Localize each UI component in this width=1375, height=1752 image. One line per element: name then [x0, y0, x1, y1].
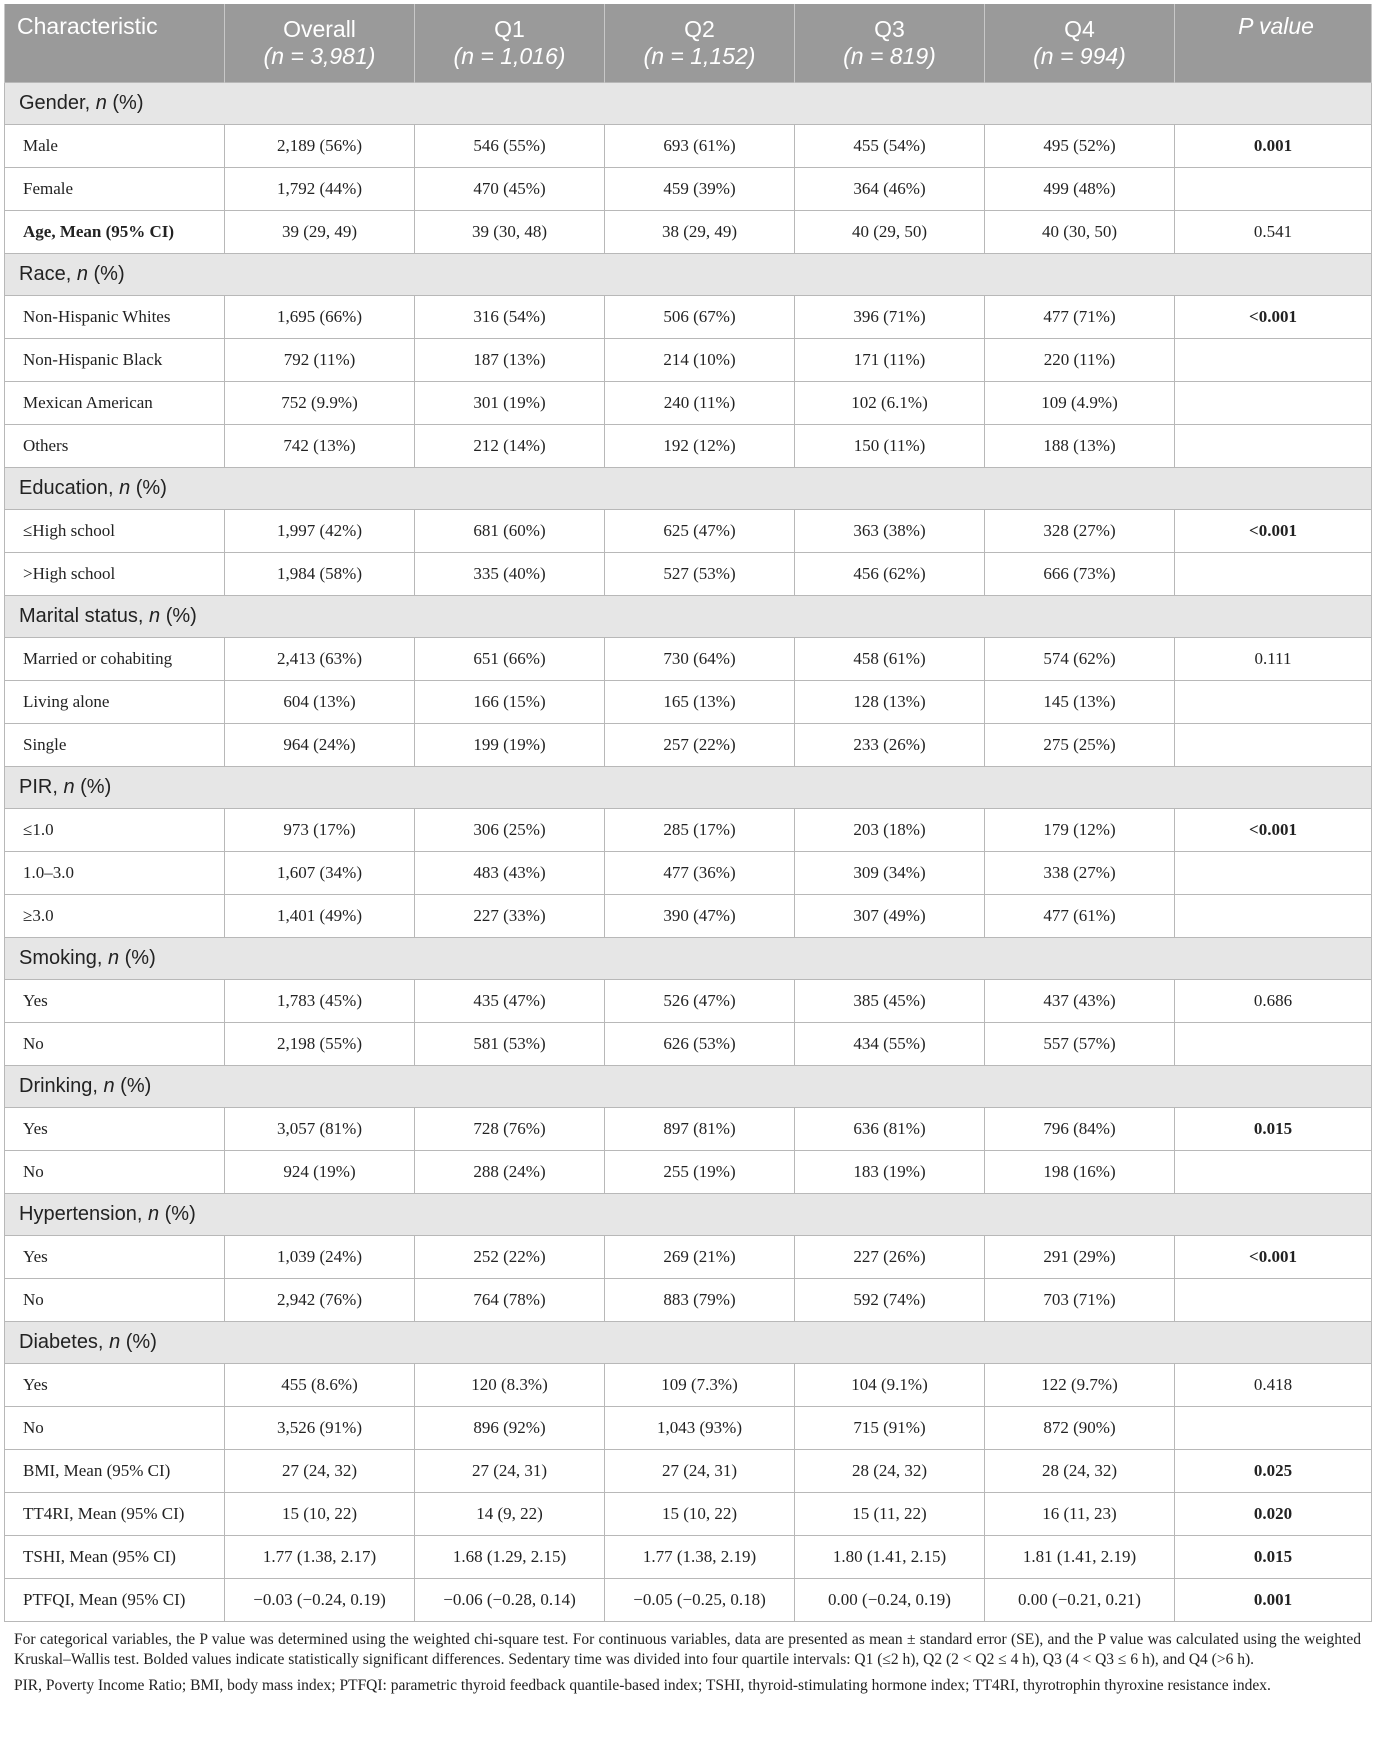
- row-label: TT4RI, Mean (95% CI): [5, 1493, 225, 1536]
- cell-pvalue: 0.111: [1175, 638, 1372, 681]
- header-q1: [415, 4, 605, 83]
- cell-q4: 122 (9.7%): [985, 1364, 1175, 1407]
- cell-pvalue: [1175, 852, 1372, 895]
- cell-q2: −0.05 (−0.25, 0.18): [605, 1579, 795, 1622]
- cell-pvalue: 0.686: [1175, 980, 1372, 1023]
- cell-overall: 1,783 (45%): [225, 980, 415, 1023]
- cell-overall: 973 (17%): [225, 809, 415, 852]
- row-label: Yes: [5, 1364, 225, 1407]
- cell-overall: 27 (24, 32): [225, 1450, 415, 1493]
- cell-q3: 307 (49%): [795, 895, 985, 938]
- cell-q3: 40 (29, 50): [795, 211, 985, 254]
- cell-q1: 199 (19%): [415, 724, 605, 767]
- section-label: Marital status, n (%): [5, 596, 1372, 638]
- cell-q2: 506 (67%): [605, 296, 795, 339]
- cell-q2: 165 (13%): [605, 681, 795, 724]
- cell-q4: 220 (11%): [985, 339, 1175, 382]
- section-header-row: [5, 254, 1372, 296]
- cell-q4: 1.81 (1.41, 2.19): [985, 1536, 1175, 1579]
- row-label: PTFQI, Mean (95% CI): [5, 1579, 225, 1622]
- table-row: [5, 1151, 1372, 1194]
- cell-overall: 2,413 (63%): [225, 638, 415, 681]
- cell-overall: 2,189 (56%): [225, 125, 415, 168]
- cell-pvalue: [1175, 724, 1372, 767]
- table-row: [5, 425, 1372, 468]
- cell-q3: 385 (45%): [795, 980, 985, 1023]
- row-label: Yes: [5, 980, 225, 1023]
- cell-q4: 28 (24, 32): [985, 1450, 1175, 1493]
- cell-overall: 964 (24%): [225, 724, 415, 767]
- cell-overall: 792 (11%): [225, 339, 415, 382]
- section-label: PIR, n (%): [5, 767, 1372, 809]
- cell-overall: 742 (13%): [225, 425, 415, 468]
- cell-overall: 3,057 (81%): [225, 1108, 415, 1151]
- cell-q1: 306 (25%): [415, 809, 605, 852]
- header-q1-n: (n = 1,016): [453, 43, 566, 69]
- table-row: [5, 382, 1372, 425]
- cell-q4: 703 (71%): [985, 1279, 1175, 1322]
- header-q2: [605, 4, 795, 83]
- cell-q4: 198 (16%): [985, 1151, 1175, 1194]
- cell-q2: 214 (10%): [605, 339, 795, 382]
- cell-q4: 574 (62%): [985, 638, 1175, 681]
- cell-q1: 166 (15%): [415, 681, 605, 724]
- table-header: [5, 4, 1372, 83]
- cell-q2: 527 (53%): [605, 553, 795, 596]
- section-header-row: [5, 767, 1372, 809]
- table-row: [5, 1108, 1372, 1151]
- cell-q1: 316 (54%): [415, 296, 605, 339]
- cell-q2: 38 (29, 49): [605, 211, 795, 254]
- row-label: No: [5, 1151, 225, 1194]
- table-row: [5, 724, 1372, 767]
- header-overall-n: (n = 3,981): [263, 43, 376, 69]
- row-label: Others: [5, 425, 225, 468]
- section-header-row: [5, 596, 1372, 638]
- cell-overall: 1,039 (24%): [225, 1236, 415, 1279]
- cell-q2: 526 (47%): [605, 980, 795, 1023]
- cell-q3: 171 (11%): [795, 339, 985, 382]
- cell-q4: 477 (71%): [985, 296, 1175, 339]
- cell-q4: 872 (90%): [985, 1407, 1175, 1450]
- cell-pvalue: <0.001: [1175, 296, 1372, 339]
- cell-pvalue: 0.418: [1175, 1364, 1372, 1407]
- row-label: BMI, Mean (95% CI): [5, 1450, 225, 1493]
- cell-pvalue: [1175, 339, 1372, 382]
- cell-q3: 227 (26%): [795, 1236, 985, 1279]
- cell-overall: 604 (13%): [225, 681, 415, 724]
- section-header-row: [5, 938, 1372, 980]
- section-header-row: [5, 1194, 1372, 1236]
- cell-q2: 109 (7.3%): [605, 1364, 795, 1407]
- cell-pvalue: 0.015: [1175, 1108, 1372, 1151]
- characteristics-table: [4, 4, 1372, 1622]
- cell-q4: 666 (73%): [985, 553, 1175, 596]
- header-q3: [795, 4, 985, 83]
- row-label: Mexican American: [5, 382, 225, 425]
- cell-overall: 39 (29, 49): [225, 211, 415, 254]
- cell-q4: 477 (61%): [985, 895, 1175, 938]
- cell-q1: 120 (8.3%): [415, 1364, 605, 1407]
- cell-pvalue: [1175, 1151, 1372, 1194]
- cell-q2: 730 (64%): [605, 638, 795, 681]
- row-label: ≤1.0: [5, 809, 225, 852]
- cell-q4: 499 (48%): [985, 168, 1175, 211]
- table-row: [5, 1407, 1372, 1450]
- header-pvalue: P value: [1175, 4, 1372, 83]
- cell-q1: 546 (55%): [415, 125, 605, 168]
- cell-q3: 434 (55%): [795, 1023, 985, 1066]
- header-q4-label: Q4: [1064, 16, 1095, 42]
- cell-q3: 458 (61%): [795, 638, 985, 681]
- header-q4: [985, 4, 1175, 83]
- cell-overall: 1,997 (42%): [225, 510, 415, 553]
- cell-q4: 179 (12%): [985, 809, 1175, 852]
- cell-q4: 275 (25%): [985, 724, 1175, 767]
- section-label: Gender, n (%): [5, 83, 1372, 125]
- cell-q3: 183 (19%): [795, 1151, 985, 1194]
- table-body: [5, 83, 1372, 1622]
- row-label: Yes: [5, 1236, 225, 1279]
- cell-overall: 2,198 (55%): [225, 1023, 415, 1066]
- cell-pvalue: [1175, 168, 1372, 211]
- table-row: [5, 1450, 1372, 1493]
- cell-pvalue: 0.001: [1175, 125, 1372, 168]
- section-label: Drinking, n (%): [5, 1066, 1372, 1108]
- cell-q4: 796 (84%): [985, 1108, 1175, 1151]
- table-row: [5, 852, 1372, 895]
- cell-q1: 728 (76%): [415, 1108, 605, 1151]
- cell-q3: 28 (24, 32): [795, 1450, 985, 1493]
- row-label: TSHI, Mean (95% CI): [5, 1536, 225, 1579]
- row-label: Female: [5, 168, 225, 211]
- row-label: Age, Mean (95% CI): [5, 211, 225, 254]
- cell-q1: −0.06 (−0.28, 0.14): [415, 1579, 605, 1622]
- row-label: Non-Hispanic Whites: [5, 296, 225, 339]
- cell-q2: 1,043 (93%): [605, 1407, 795, 1450]
- header-overall-label: Overall: [283, 16, 356, 42]
- cell-q3: 363 (38%): [795, 510, 985, 553]
- cell-q2: 285 (17%): [605, 809, 795, 852]
- row-label: Non-Hispanic Black: [5, 339, 225, 382]
- cell-q3: 150 (11%): [795, 425, 985, 468]
- table-row: [5, 980, 1372, 1023]
- table-row: [5, 681, 1372, 724]
- cell-q1: 896 (92%): [415, 1407, 605, 1450]
- cell-q2: 269 (21%): [605, 1236, 795, 1279]
- cell-overall: 924 (19%): [225, 1151, 415, 1194]
- cell-q2: 1.77 (1.38, 2.19): [605, 1536, 795, 1579]
- cell-pvalue: [1175, 425, 1372, 468]
- cell-q3: 203 (18%): [795, 809, 985, 852]
- header-characteristic: Characteristic: [5, 4, 225, 83]
- cell-pvalue: 0.541: [1175, 211, 1372, 254]
- row-label: Married or cohabiting: [5, 638, 225, 681]
- cell-pvalue: 0.015: [1175, 1536, 1372, 1579]
- table-row: [5, 1493, 1372, 1536]
- cell-overall: 1,792 (44%): [225, 168, 415, 211]
- cell-pvalue: 0.025: [1175, 1450, 1372, 1493]
- header-q4-n: (n = 994): [1033, 43, 1126, 69]
- row-label: ≥3.0: [5, 895, 225, 938]
- cell-q3: 456 (62%): [795, 553, 985, 596]
- cell-q3: 455 (54%): [795, 125, 985, 168]
- cell-q4: 0.00 (−0.21, 0.21): [985, 1579, 1175, 1622]
- cell-q2: 897 (81%): [605, 1108, 795, 1151]
- row-label: No: [5, 1407, 225, 1450]
- header-q3-label: Q3: [874, 16, 905, 42]
- row-label: 1.0–3.0: [5, 852, 225, 895]
- cell-overall: 455 (8.6%): [225, 1364, 415, 1407]
- cell-overall: −0.03 (−0.24, 0.19): [225, 1579, 415, 1622]
- header-overall: [225, 4, 415, 83]
- cell-pvalue: [1175, 681, 1372, 724]
- header-q3-n: (n = 819): [843, 43, 936, 69]
- cell-q1: 483 (43%): [415, 852, 605, 895]
- row-label: No: [5, 1023, 225, 1066]
- table-row: [5, 1279, 1372, 1322]
- cell-q1: 764 (78%): [415, 1279, 605, 1322]
- section-label: Diabetes, n (%): [5, 1322, 1372, 1364]
- cell-q1: 301 (19%): [415, 382, 605, 425]
- cell-q4: 188 (13%): [985, 425, 1175, 468]
- cell-q1: 39 (30, 48): [415, 211, 605, 254]
- cell-overall: 3,526 (91%): [225, 1407, 415, 1450]
- cell-q3: 715 (91%): [795, 1407, 985, 1450]
- cell-overall: 1.77 (1.38, 2.17): [225, 1536, 415, 1579]
- cell-pvalue: [1175, 1023, 1372, 1066]
- cell-q4: 291 (29%): [985, 1236, 1175, 1279]
- footnote-methods: For categorical variables, the P value was determined using the weighted chi-square test. For continuous variables, data are presented as mean ± standard error (SE), and the P value was calculated using the weighted Kruskal–Wallis test. Bolded values indicate statistically significant differences. Sedentary time was divided into four quartile intervals: Q1 (≤2 h), Q2 (2 < Q2 ≤ 4 h), Q3 (4 < Q3 ≤ 6 h), and Q4 (>6 h).: [14, 1631, 1361, 1668]
- cell-q1: 681 (60%): [415, 510, 605, 553]
- table-row: [5, 809, 1372, 852]
- header-q1-label: Q1: [494, 16, 525, 42]
- cell-q1: 227 (33%): [415, 895, 605, 938]
- cell-q3: 233 (26%): [795, 724, 985, 767]
- table-row: [5, 1236, 1372, 1279]
- cell-overall: 15 (10, 22): [225, 1493, 415, 1536]
- section-label: Race, n (%): [5, 254, 1372, 296]
- table-row: [5, 1023, 1372, 1066]
- cell-q2: 27 (24, 31): [605, 1450, 795, 1493]
- cell-overall: 1,607 (34%): [225, 852, 415, 895]
- cell-q1: 288 (24%): [415, 1151, 605, 1194]
- cell-q2: 459 (39%): [605, 168, 795, 211]
- cell-q3: 128 (13%): [795, 681, 985, 724]
- cell-q3: 364 (46%): [795, 168, 985, 211]
- row-label: Single: [5, 724, 225, 767]
- row-label: ≤High school: [5, 510, 225, 553]
- cell-q4: 338 (27%): [985, 852, 1175, 895]
- cell-pvalue: [1175, 1279, 1372, 1322]
- table-row: [5, 1579, 1372, 1622]
- cell-q3: 102 (6.1%): [795, 382, 985, 425]
- table-row: [5, 895, 1372, 938]
- cell-q2: 192 (12%): [605, 425, 795, 468]
- cell-q1: 14 (9, 22): [415, 1493, 605, 1536]
- row-label: No: [5, 1279, 225, 1322]
- cell-overall: 2,942 (76%): [225, 1279, 415, 1322]
- cell-q4: 328 (27%): [985, 510, 1175, 553]
- cell-q3: 0.00 (−0.24, 0.19): [795, 1579, 985, 1622]
- cell-q4: 109 (4.9%): [985, 382, 1175, 425]
- cell-pvalue: 0.001: [1175, 1579, 1372, 1622]
- cell-pvalue: [1175, 382, 1372, 425]
- table-row: [5, 339, 1372, 382]
- cell-pvalue: <0.001: [1175, 809, 1372, 852]
- cell-q3: 15 (11, 22): [795, 1493, 985, 1536]
- cell-q1: 1.68 (1.29, 2.15): [415, 1536, 605, 1579]
- table-row: [5, 553, 1372, 596]
- table-row: [5, 1536, 1372, 1579]
- cell-q2: 625 (47%): [605, 510, 795, 553]
- cell-q1: 187 (13%): [415, 339, 605, 382]
- cell-q2: 240 (11%): [605, 382, 795, 425]
- table-row: [5, 211, 1372, 254]
- cell-q2: 626 (53%): [605, 1023, 795, 1066]
- header-q2-n: (n = 1,152): [643, 43, 756, 69]
- cell-q2: 257 (22%): [605, 724, 795, 767]
- header-q2-label: Q2: [684, 16, 715, 42]
- cell-pvalue: 0.020: [1175, 1493, 1372, 1536]
- cell-pvalue: [1175, 553, 1372, 596]
- footnote-abbreviations: PIR, Poverty Income Ratio; BMI, body mass index; PTFQI: parametric thyroid feedback quantile-based index; TSHI, thyroid-stimulating hormone index; TT4RI, thyrotrophin thyroxine resistance index.: [14, 1677, 1271, 1694]
- cell-q2: 693 (61%): [605, 125, 795, 168]
- row-label: Living alone: [5, 681, 225, 724]
- cell-q1: 435 (47%): [415, 980, 605, 1023]
- table-row: [5, 510, 1372, 553]
- cell-pvalue: <0.001: [1175, 510, 1372, 553]
- cell-q4: 145 (13%): [985, 681, 1175, 724]
- cell-q3: 104 (9.1%): [795, 1364, 985, 1407]
- cell-q1: 470 (45%): [415, 168, 605, 211]
- row-label: >High school: [5, 553, 225, 596]
- cell-pvalue: [1175, 1407, 1372, 1450]
- table-row: [5, 168, 1372, 211]
- section-label: Hypertension, n (%): [5, 1194, 1372, 1236]
- cell-q2: 390 (47%): [605, 895, 795, 938]
- cell-overall: 752 (9.9%): [225, 382, 415, 425]
- section-header-row: [5, 1066, 1372, 1108]
- cell-q1: 335 (40%): [415, 553, 605, 596]
- cell-q3: 309 (34%): [795, 852, 985, 895]
- table-row: [5, 125, 1372, 168]
- cell-q2: 15 (10, 22): [605, 1493, 795, 1536]
- cell-pvalue: [1175, 895, 1372, 938]
- section-label: Smoking, n (%): [5, 938, 1372, 980]
- cell-q1: 212 (14%): [415, 425, 605, 468]
- cell-q4: 40 (30, 50): [985, 211, 1175, 254]
- table-footnotes: [4, 1622, 1371, 1696]
- cell-q3: 592 (74%): [795, 1279, 985, 1322]
- row-label: Male: [5, 125, 225, 168]
- cell-q3: 396 (71%): [795, 296, 985, 339]
- table-row: [5, 296, 1372, 339]
- cell-overall: 1,984 (58%): [225, 553, 415, 596]
- row-label: Yes: [5, 1108, 225, 1151]
- cell-q2: 477 (36%): [605, 852, 795, 895]
- cell-overall: 1,401 (49%): [225, 895, 415, 938]
- cell-q1: 651 (66%): [415, 638, 605, 681]
- table-row: [5, 1364, 1372, 1407]
- cell-q4: 495 (52%): [985, 125, 1175, 168]
- cell-q1: 252 (22%): [415, 1236, 605, 1279]
- cell-q1: 581 (53%): [415, 1023, 605, 1066]
- cell-q2: 883 (79%): [605, 1279, 795, 1322]
- section-header-row: [5, 1322, 1372, 1364]
- cell-q3: 1.80 (1.41, 2.15): [795, 1536, 985, 1579]
- cell-q4: 437 (43%): [985, 980, 1175, 1023]
- cell-pvalue: <0.001: [1175, 1236, 1372, 1279]
- cell-q3: 636 (81%): [795, 1108, 985, 1151]
- cell-q4: 16 (11, 23): [985, 1493, 1175, 1536]
- cell-q1: 27 (24, 31): [415, 1450, 605, 1493]
- section-header-row: [5, 468, 1372, 510]
- section-header-row: [5, 83, 1372, 125]
- cell-overall: 1,695 (66%): [225, 296, 415, 339]
- section-label: Education, n (%): [5, 468, 1372, 510]
- cell-q2: 255 (19%): [605, 1151, 795, 1194]
- table-row: [5, 638, 1372, 681]
- cell-q4: 557 (57%): [985, 1023, 1175, 1066]
